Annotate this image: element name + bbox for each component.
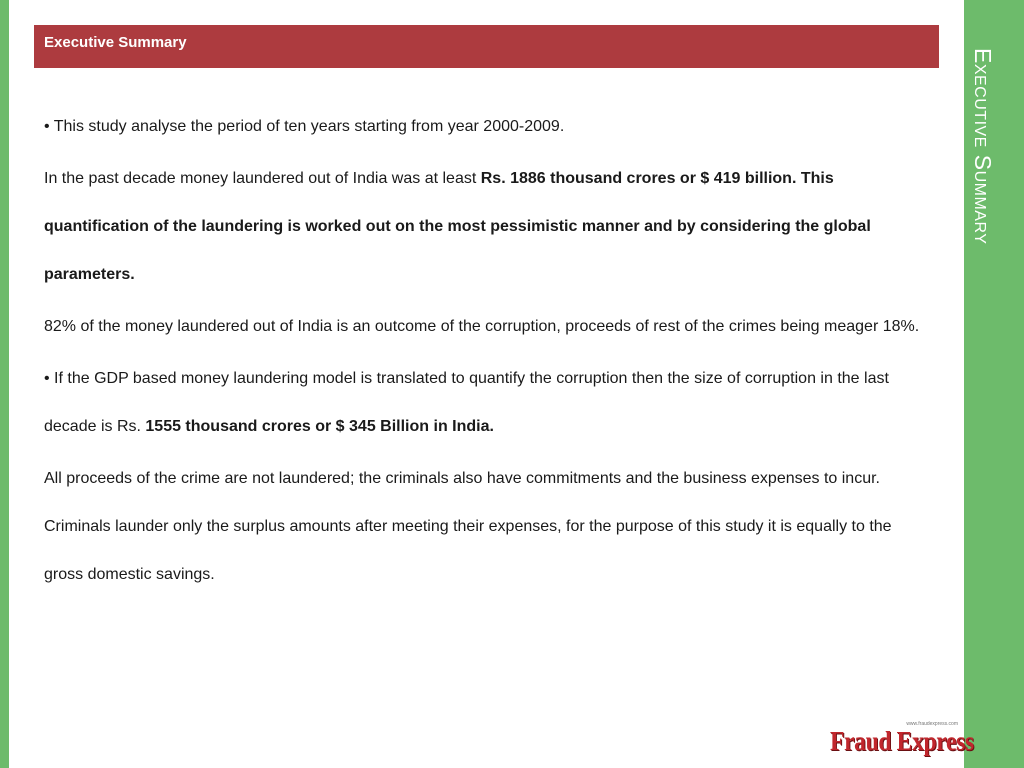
paragraph-study-period [44, 103, 929, 151]
paragraph-proceeds-text: All proceeds of the crime are not laundered; the criminals also have commitments and the business expenses to incur. Criminals launder only the surplus amounts after meeting their expenses, for the purpose of this study it is equally to the gross domestic savings. [44, 470, 892, 583]
paragraph-gdp-model-text: • If the GDP based money laundering model is translated to quantify the corruption then the size of corruption in the last decade is Rs. [44, 370, 889, 435]
paragraph-gdp-model [44, 355, 929, 451]
paragraph-money-laundered-bold: Rs. 1886 thousand crores or $ 419 billion. This quantification of the laundering is worked out on the most pessimistic manner and by considering the global parameters. [44, 170, 871, 283]
paragraph-corruption-share-text: 82% of the money laundered out of India is an outcome of the corruption, proceeds of rest of the crimes being meager 18%. [44, 318, 920, 335]
paragraph-gdp-model-bold: 1555 thousand crores or $ 345 Billion in India. [145, 418, 494, 435]
fraud-express-logo [826, 718, 974, 760]
paragraph-study-period-text: • This study analyse the period of ten years starting from year 2000-2009. [44, 118, 565, 135]
header-bar [34, 25, 939, 68]
logo-text: Fraud Express [830, 726, 974, 756]
page-title: Executive Summary [44, 34, 187, 51]
paragraph-money-laundered-text: In the past decade money laundered out of India was at least [44, 170, 481, 187]
side-title: Executive Summary [970, 48, 996, 245]
right-side-panel [964, 0, 1024, 768]
logo-url: www.fraudexpress.com [906, 721, 958, 727]
paragraph-money-laundered [44, 155, 929, 299]
paragraph-proceeds [44, 455, 929, 599]
slide-content [44, 103, 929, 603]
paragraph-corruption-share [44, 303, 929, 351]
left-accent-bar [0, 0, 9, 768]
